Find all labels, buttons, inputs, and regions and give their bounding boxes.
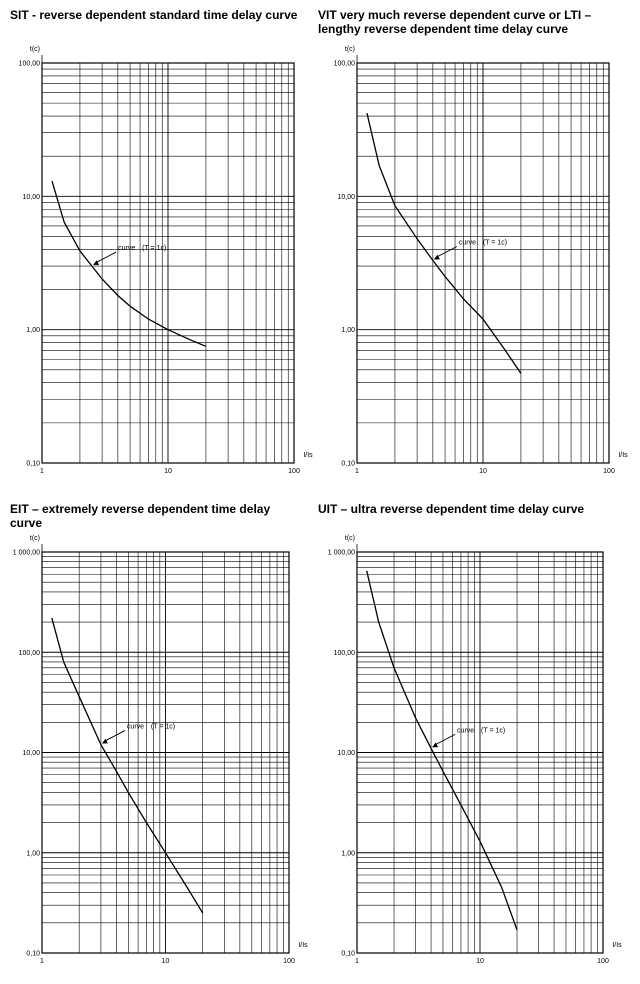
y-tick-label: 10,00 bbox=[337, 750, 355, 757]
y-tick-label: 10,00 bbox=[337, 193, 355, 201]
y-tick-label: 100,00 bbox=[333, 60, 355, 68]
x-axis-label: I/Is bbox=[618, 452, 628, 459]
x-tick-label: 1 bbox=[355, 958, 359, 965]
annotation-label: curve bbox=[126, 723, 145, 731]
chart-title-uit: UIT – ultra reverse dependent time delay curve bbox=[318, 502, 585, 516]
series-line bbox=[367, 571, 517, 930]
annotation-arrow-line bbox=[434, 734, 455, 745]
y-tick-label: 100,00 bbox=[333, 649, 355, 657]
annotation-note: (T = 1c) bbox=[150, 723, 176, 731]
y-tick-label: 1,00 bbox=[26, 327, 40, 335]
annotation-label: curve bbox=[457, 727, 475, 735]
annotation-label: curve bbox=[118, 245, 136, 253]
y-tick-label: 100,00 bbox=[18, 649, 40, 657]
x-tick-label: 10 bbox=[479, 468, 487, 475]
x-tick-label: 10 bbox=[164, 468, 172, 475]
x-axis-label: I/Is bbox=[612, 942, 622, 949]
x-tick-label: 1 bbox=[40, 958, 44, 965]
y-tick-label: 1 000,00 bbox=[12, 549, 40, 557]
x-axis-label: I/Is bbox=[298, 942, 308, 949]
y-tick-label: 0,10 bbox=[26, 460, 40, 468]
y-axis-label: t(c) bbox=[344, 535, 355, 542]
chart-title-vit: VIT very much reverse dependent curve or LTI – lengthy reverse dependent time delay curve bbox=[318, 8, 592, 36]
y-axis-label: t(c) bbox=[344, 46, 355, 53]
x-tick-label: 1 bbox=[355, 468, 359, 475]
x-tick-label: 10 bbox=[476, 958, 484, 965]
x-tick-label: 10 bbox=[161, 958, 170, 965]
y-axis-label: t(c) bbox=[29, 535, 40, 542]
grid bbox=[357, 552, 603, 953]
y-tick-label: 1,00 bbox=[341, 327, 355, 335]
x-axis-label: I/Is bbox=[303, 452, 313, 459]
annotation-label: curve bbox=[458, 239, 476, 247]
chart-title-eit: EIT – extremely reverse dependent time delay curve bbox=[10, 502, 271, 530]
y-tick-label: 0,10 bbox=[341, 460, 355, 468]
y-tick-label: 1 000,00 bbox=[327, 549, 355, 557]
y-axis-label: t(c) bbox=[29, 46, 40, 53]
annotation-note: (T = 1c) bbox=[142, 245, 167, 253]
chart-title-sit: SIT - reverse dependent standard time delay curve bbox=[10, 8, 298, 22]
x-tick-label: 100 bbox=[597, 958, 609, 965]
y-tick-label: 10,00 bbox=[22, 750, 40, 757]
annotation-note: (T = 1c) bbox=[481, 727, 506, 735]
annotation-note: (T = 1c) bbox=[482, 239, 508, 247]
y-tick-label: 0,10 bbox=[26, 950, 40, 958]
y-tick-label: 100,00 bbox=[18, 60, 40, 68]
y-tick-label: 1,00 bbox=[26, 850, 40, 858]
x-tick-label: 100 bbox=[603, 468, 615, 475]
y-tick-label: 0,10 bbox=[341, 950, 355, 958]
x-tick-label: 100 bbox=[283, 958, 295, 965]
y-tick-label: 10,00 bbox=[22, 193, 40, 201]
y-tick-label: 1,00 bbox=[341, 850, 355, 858]
x-tick-label: 1 bbox=[40, 468, 44, 475]
x-tick-label: 100 bbox=[288, 468, 300, 475]
